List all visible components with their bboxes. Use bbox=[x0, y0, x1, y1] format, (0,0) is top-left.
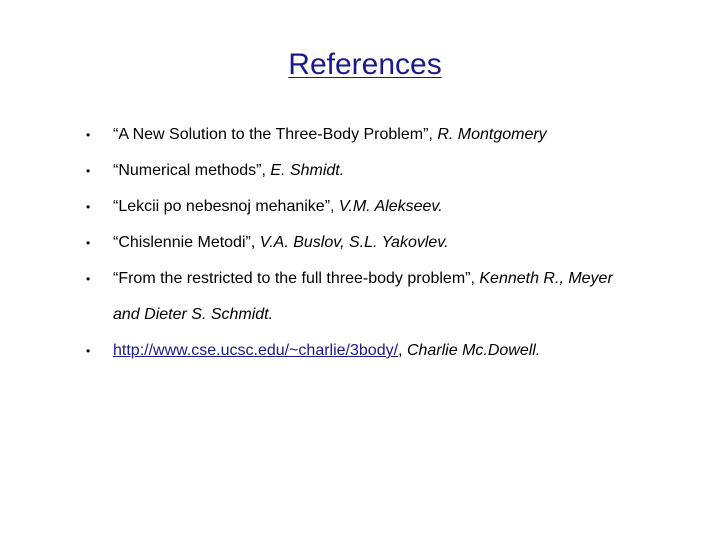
reference-text bbox=[113, 261, 706, 297]
reference-text bbox=[113, 225, 706, 261]
bullet-icon: • bbox=[86, 164, 91, 178]
reference-title: “Chislennie Metodi”, bbox=[113, 234, 260, 251]
reference-link[interactable]: http://www.cse.ucsc.edu/~charlie/3body/ bbox=[113, 342, 399, 359]
list-item bbox=[86, 261, 706, 333]
reference-separator: , bbox=[398, 342, 407, 359]
reference-author: Charlie Mc.Dowell. bbox=[406, 342, 541, 359]
reference-list bbox=[86, 117, 706, 369]
list-item bbox=[86, 189, 706, 225]
bullet-icon: • bbox=[86, 272, 91, 286]
list-item bbox=[86, 225, 706, 261]
reference-author: E. Shmidt. bbox=[270, 162, 345, 179]
list-item bbox=[86, 153, 706, 189]
reference-text bbox=[113, 333, 706, 369]
list-item bbox=[86, 333, 706, 369]
reference-author-continuation: and Dieter S. Schmidt. bbox=[113, 306, 274, 323]
bullet-icon: • bbox=[86, 344, 91, 358]
reference-author: R. Montgomery bbox=[437, 126, 547, 143]
reference-author: V.M. Alekseev. bbox=[338, 198, 443, 215]
reference-title: “From the restricted to the full three-body problem”, bbox=[113, 270, 480, 287]
reference-title: “Numerical methods”, bbox=[113, 162, 271, 179]
reference-text bbox=[113, 117, 706, 153]
bullet-icon: • bbox=[86, 236, 91, 250]
bullet-icon: • bbox=[86, 128, 91, 142]
reference-title: “A New Solution to the Three-Body Problem”, bbox=[113, 126, 438, 143]
page-title: References bbox=[288, 48, 442, 81]
reference-text bbox=[113, 153, 706, 189]
reference-title: “Lekcii po nebesnoj mehanike”, bbox=[113, 198, 339, 215]
reference-author: V.A. Buslov, S.L. Yakovlev. bbox=[259, 234, 449, 251]
bullet-icon: • bbox=[86, 200, 91, 214]
list-item bbox=[86, 117, 706, 153]
reference-text bbox=[113, 189, 706, 225]
reference-author: Kenneth R., Meyer bbox=[479, 270, 613, 287]
